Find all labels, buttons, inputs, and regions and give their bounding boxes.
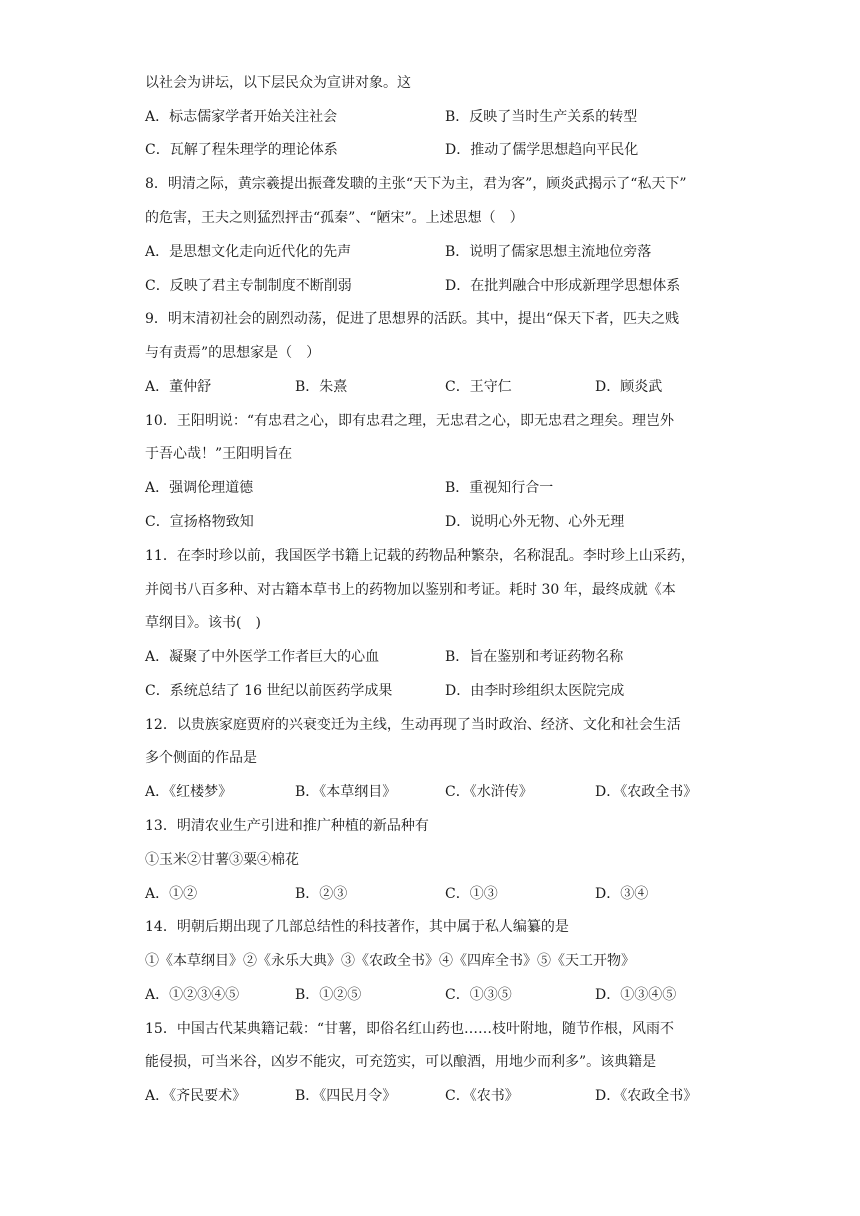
q8-option-d[interactable]: D．在批判融合中形成新理学思想体系 (445, 278, 681, 294)
q14-option-d[interactable]: D．①③④⑤ (595, 987, 677, 1003)
q10-stem-line2: 于吾心哉！”王阳明旨在 (145, 446, 293, 462)
q13-option-c[interactable]: C．①③ (445, 886, 498, 902)
q11-stem-line2: 并阅书八百多种、对古籍本草书上的药物加以鉴别和考证。耗时 30 年，最终成就《本 (145, 582, 676, 598)
q15-stem-line2: 能侵损，可当米谷，凶岁不能灾，可充笾实，可以酿酒，用地少而利多”。该典籍是 (145, 1054, 657, 1070)
q7-option-d[interactable]: D．推动了儒学思想趋向平民化 (445, 142, 639, 158)
q12-stem-line2: 多个侧面的作品是 (145, 750, 257, 766)
q15-option-a[interactable]: A．《齐民要术》 (145, 1088, 247, 1104)
q14-stem-line1: 14．明朝后期出现了几部总结性的科技著作，其中属于私人编纂的是 (145, 919, 569, 935)
q7-option-a[interactable]: A．标志儒家学者开始关注社会 (145, 109, 338, 125)
q10-stem-line1: 10．王阳明说：“有忠君之心，即有忠君之理，无忠君之心，即无忠君之理矣。理岂外 (145, 413, 674, 429)
q10-option-d[interactable]: D．说明心外无物、心外无理 (445, 514, 625, 530)
q12-option-b[interactable]: B．《本草纲目》 (295, 784, 397, 800)
q13-option-a[interactable]: A．①② (145, 886, 198, 902)
q10-option-a[interactable]: A．强调伦理道德 (145, 480, 254, 496)
q14-stem-line2: ①《本草纲目》②《永乐大典》③《农政全书》④《四库全书》⑤《天工开物》 (145, 953, 635, 969)
q13-option-b[interactable]: B．②③ (295, 886, 348, 902)
q9-option-c[interactable]: C．王守仁 (445, 379, 512, 395)
q11-option-c[interactable]: C．系统总结了 16 世纪以前医药学成果 (145, 683, 393, 699)
q14-option-b[interactable]: B．①②⑤ (295, 987, 362, 1003)
q13-stem-line1: 13．明清农业生产引进和推广种植的新品种有 (145, 818, 429, 834)
q7-option-c[interactable]: C．瓦解了程朱理学的理论体系 (145, 142, 338, 158)
q12-option-a[interactable]: A．《红楼梦》 (145, 784, 233, 800)
q11-option-d[interactable]: D．由李时珍组织太医院完成 (445, 683, 625, 699)
q15-option-b[interactable]: B．《四民月令》 (295, 1088, 397, 1104)
q8-stem-line2: 的危害，王夫之则猛烈抨击“孤秦”、“陋宋”。上述思想（ ） (145, 210, 524, 226)
q12-option-d[interactable]: D．《农政全书》 (595, 784, 698, 800)
q12-option-c[interactable]: C．《水浒传》 (445, 784, 533, 800)
q11-option-b[interactable]: B．旨在鉴别和考证药物名称 (445, 649, 624, 665)
q14-option-a[interactable]: A．①②③④⑤ (145, 987, 240, 1003)
q15-option-c[interactable]: C．《农书》 (445, 1088, 519, 1104)
q10-option-c[interactable]: C．宣扬格物致知 (145, 514, 254, 530)
q13-option-d[interactable]: D．③④ (595, 886, 649, 902)
q9-option-b[interactable]: B．朱熹 (295, 379, 348, 395)
q15-stem-line1: 15．中国古代某典籍记载：“甘薯，即俗名红山药也……枝叶附地，随节作根，风雨不 (145, 1021, 674, 1037)
q8-option-a[interactable]: A．是思想文化走向近代化的先声 (145, 244, 352, 260)
q9-option-d[interactable]: D．顾炎武 (595, 379, 663, 395)
q8-option-c[interactable]: C．反映了君主专制制度不断削弱 (145, 278, 352, 294)
q9-option-a[interactable]: A．董仲舒 (145, 379, 212, 395)
q8-option-b[interactable]: B．说明了儒家思想主流地位旁落 (445, 244, 652, 260)
q11-stem-line1: 11．在李时珍以前，我国医学书籍上记载的药物品种繁杂，名称混乱。李时珍上山采药， (145, 548, 695, 564)
q7-option-b[interactable]: B．反映了当时生产关系的转型 (445, 109, 638, 125)
q11-option-a[interactable]: A．凝聚了中外医学工作者巨大的心血 (145, 649, 380, 665)
q10-option-b[interactable]: B．重视知行合一 (445, 480, 554, 496)
q8-stem-line1: 8．明清之际，黄宗羲提出振聋发聩的主张“天下为主，君为客”，顾炎武揭示了“私天下” (145, 176, 687, 192)
q11-stem-line3: 草纲目》。该书( ) (145, 615, 261, 631)
q7-stem-tail: 以社会为讲坛，以下层民众为宣讲对象。这 (145, 75, 411, 91)
q9-stem-line1: 9．明末清初社会的剧烈动荡，促进了思想界的活跃。其中，提出“保天下者，匹夫之贱 (145, 311, 680, 327)
q14-option-c[interactable]: C．①③⑤ (445, 987, 512, 1003)
q9-stem-line2: 与有责焉”的思想家是（ ） (145, 345, 321, 361)
q12-stem-line1: 12．以贵族家庭贾府的兴衰变迁为主线，生动再现了当时政治、经济、文化和社会生活 (145, 717, 681, 733)
q15-option-d[interactable]: D．《农政全书》 (595, 1088, 698, 1104)
q13-stem-line2: ①玉米②甘薯③粟④棉花 (145, 852, 299, 868)
